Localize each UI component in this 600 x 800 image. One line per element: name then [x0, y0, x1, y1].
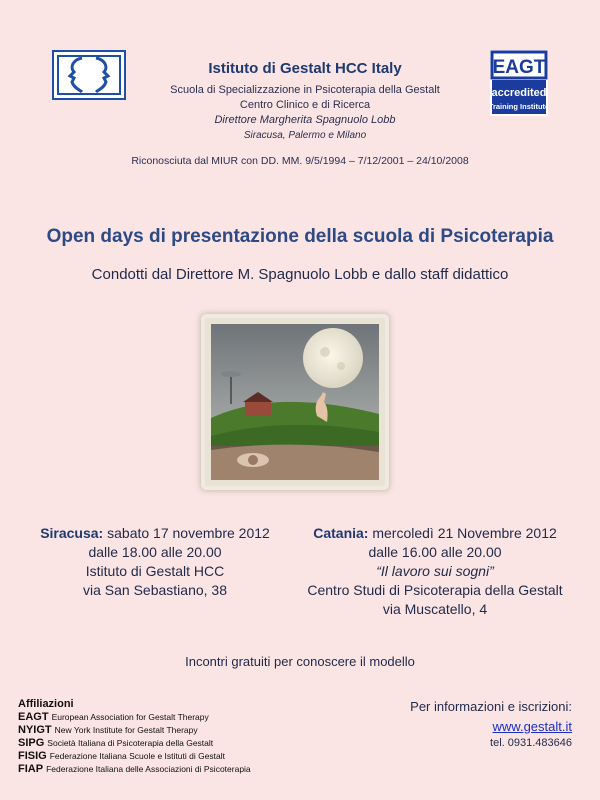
affiliation-abbr: FISIG	[18, 750, 47, 762]
city-siracusa: Siracusa:	[40, 525, 104, 541]
institute-header	[130, 60, 480, 143]
affiliation-abbr: SIPG	[18, 737, 45, 749]
affiliation-item	[18, 737, 338, 750]
contact-phone: tel. 0931.483646	[490, 737, 572, 749]
affiliation-name: Federazione Italiana delle Associazioni di Psicoterapia	[46, 764, 251, 774]
institute-logo	[52, 50, 126, 100]
affiliations-title: Affiliazioni	[18, 698, 74, 710]
website-link[interactable]: www.gestalt.it	[492, 719, 572, 734]
school-description: Scuola di Specializzazione in Psicoterapia della Gestalt	[170, 84, 440, 96]
dream-illustration	[205, 318, 385, 486]
date-catania: mercoledì 21 Novembre 2012	[368, 525, 557, 541]
address-siracusa: via San Sebastiano, 38	[83, 582, 227, 598]
eagt-accredited-logo	[490, 50, 548, 116]
time-siracusa: dalle 18.00 alle 20.00	[88, 544, 222, 560]
affiliation-name: Federazione Italiana Scuole e Istituti di Gestalt	[49, 751, 226, 761]
institute-title: Istituto di Gestalt HCC Italy	[208, 60, 402, 77]
eagt-logo-text: EAGT	[492, 57, 546, 78]
event-siracusa	[20, 524, 290, 600]
event-catania-date-line	[290, 524, 580, 543]
address-catania: via Muscatello, 4	[382, 601, 488, 617]
affiliation-item	[18, 750, 338, 763]
contact-heading: Per informazioni e iscrizioni:	[410, 699, 572, 714]
page-title: Open days di presentazione della scuola di Psicoterapia	[46, 226, 554, 247]
affiliation-abbr: NYIGT	[18, 724, 52, 736]
house-icon	[245, 402, 271, 416]
topic-catania: “Il lavoro sui sogni”	[376, 563, 494, 579]
time-catania: dalle 16.00 alle 20.00	[368, 544, 502, 560]
affiliation-item	[18, 763, 338, 776]
affiliation-abbr: FIAP	[18, 763, 44, 775]
venue-catania: Centro Studi di Psicoterapia della Gestalt	[307, 582, 563, 598]
training-institute-logo-text: Training Institute	[490, 102, 548, 111]
affiliations-list	[18, 698, 338, 776]
affiliation-item	[18, 724, 338, 737]
contact-info	[370, 699, 572, 749]
affiliation-name: Società Italiana di Psicoterapia della Gestalt	[47, 738, 214, 748]
page-subtitle: Condotti dal Direttore M. Spagnuolo Lobb e dallo staff didattico	[91, 266, 509, 283]
event-siracusa-date-line	[20, 524, 290, 543]
clinical-center: Centro Clinico e di Ricerca	[239, 99, 371, 111]
affiliation-item	[18, 711, 338, 724]
free-events-note: Incontri gratuiti per conoscere il modello	[185, 654, 415, 669]
moon-icon	[303, 328, 363, 388]
director-line: Direttore Margherita Spagnuolo Lobb	[214, 114, 396, 126]
cities-line: Siracusa, Palermo e Milano	[243, 130, 367, 141]
recognition-line: Riconosciuta dal MIUR con DD. MM. 9/5/1994 – 7/12/2001 – 24/10/2008	[131, 155, 469, 167]
city-catania: Catania:	[313, 525, 369, 541]
accredited-logo-text: accredited	[491, 87, 547, 99]
affiliation-name: New York Institute for Gestalt Therapy	[54, 725, 198, 735]
date-siracusa: sabato 17 novembre 2012	[103, 525, 270, 541]
event-catania	[290, 524, 580, 619]
affiliation-abbr: EAGT	[18, 711, 49, 723]
venue-siracusa: Istituto di Gestalt HCC	[85, 563, 225, 579]
affiliation-name: European Association for Gestalt Therapy	[51, 712, 209, 722]
